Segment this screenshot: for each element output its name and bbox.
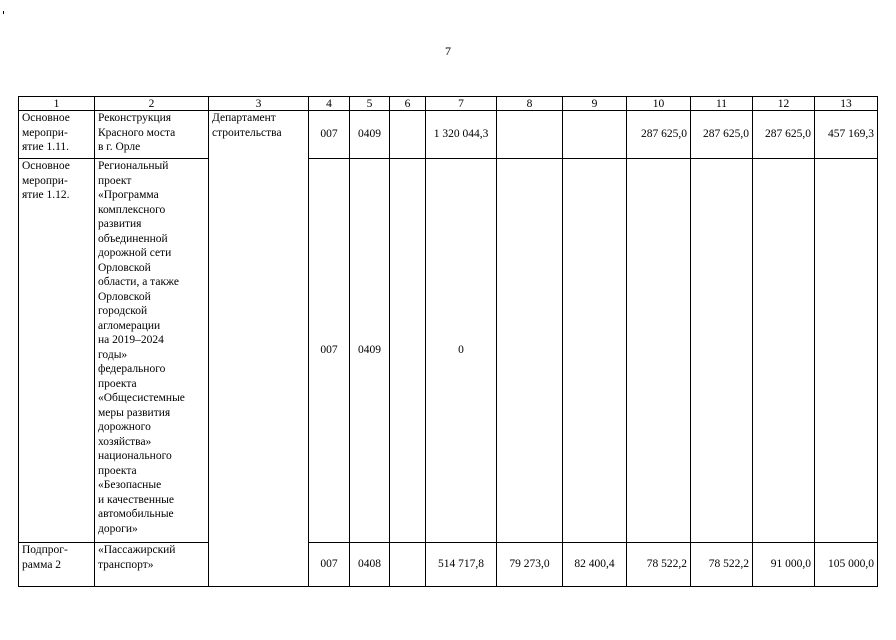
column-header: 6 <box>390 97 426 111</box>
cell-col9 <box>563 111 627 159</box>
cell-col7: 0 <box>426 159 497 543</box>
column-header: 8 <box>497 97 563 111</box>
cell-col12: 91 000,0 <box>753 543 815 587</box>
cell-col8 <box>497 111 563 159</box>
column-header: 10 <box>627 97 691 111</box>
cell-col5: 0408 <box>350 543 390 587</box>
cell-col10: 287 625,0 <box>627 111 691 159</box>
column-header: 5 <box>350 97 390 111</box>
cell-col11: 78 522,2 <box>691 543 753 587</box>
cell-col13: 457 169,3 <box>815 111 878 159</box>
item-code-cell: Основное меропри- ятие 1.11. <box>19 111 95 159</box>
cell-col12 <box>753 159 815 543</box>
cell-col6 <box>390 111 426 159</box>
cell-col6 <box>390 159 426 543</box>
item-name-cell: Реконструкция Красного моста в г. Орле <box>95 111 209 159</box>
cell-col8 <box>497 159 563 543</box>
item-code-cell: Основное меропри- ятие 1.12. <box>19 159 95 543</box>
cell-col5: 0409 <box>350 159 390 543</box>
item-name-cell: Региональный проект «Программа комплексного развития объединенной дорожной сети Орловской области, а также Орловской городской агломерации на 2019–2024 годы» федерального проекта «Общесистемные меры развития дорожного хозяйства» национального проекта «Безопасные и качественные автомобильные дороги» <box>95 159 209 543</box>
page-number: 7 <box>445 44 451 58</box>
column-header: 9 <box>563 97 627 111</box>
scan-speck <box>3 11 4 14</box>
cell-col11 <box>691 159 753 543</box>
cell-col4: 007 <box>309 159 350 543</box>
item-code-cell: Подпрог- рамма 2 <box>19 543 95 587</box>
column-header: 4 <box>309 97 350 111</box>
column-header: 11 <box>691 97 753 111</box>
cell-col9: 82 400,4 <box>563 543 627 587</box>
column-header: 7 <box>426 97 497 111</box>
table-row <box>19 159 878 543</box>
cell-col4: 007 <box>309 543 350 587</box>
cell-col13 <box>815 159 878 543</box>
cell-col8: 79 273,0 <box>497 543 563 587</box>
column-header: 12 <box>753 97 815 111</box>
table-row <box>19 111 878 159</box>
column-header: 13 <box>815 97 878 111</box>
cell-col10 <box>627 159 691 543</box>
column-header: 3 <box>209 97 309 111</box>
cell-col13: 105 000,0 <box>815 543 878 587</box>
cell-col11: 287 625,0 <box>691 111 753 159</box>
cell-col12: 287 625,0 <box>753 111 815 159</box>
cell-col7: 514 717,8 <box>426 543 497 587</box>
cell-col5: 0409 <box>350 111 390 159</box>
column-header: 2 <box>95 97 209 111</box>
department-cell: Департамент строительства <box>209 111 309 587</box>
header-row <box>19 97 878 111</box>
table-row <box>19 543 878 587</box>
cell-col10: 78 522,2 <box>627 543 691 587</box>
cell-col9 <box>563 159 627 543</box>
column-header: 1 <box>19 97 95 111</box>
cell-col6 <box>390 543 426 587</box>
budget-table <box>18 96 878 587</box>
cell-col7: 1 320 044,3 <box>426 111 497 159</box>
item-name-cell: «Пассажирский транспорт» <box>95 543 209 587</box>
cell-col4: 007 <box>309 111 350 159</box>
